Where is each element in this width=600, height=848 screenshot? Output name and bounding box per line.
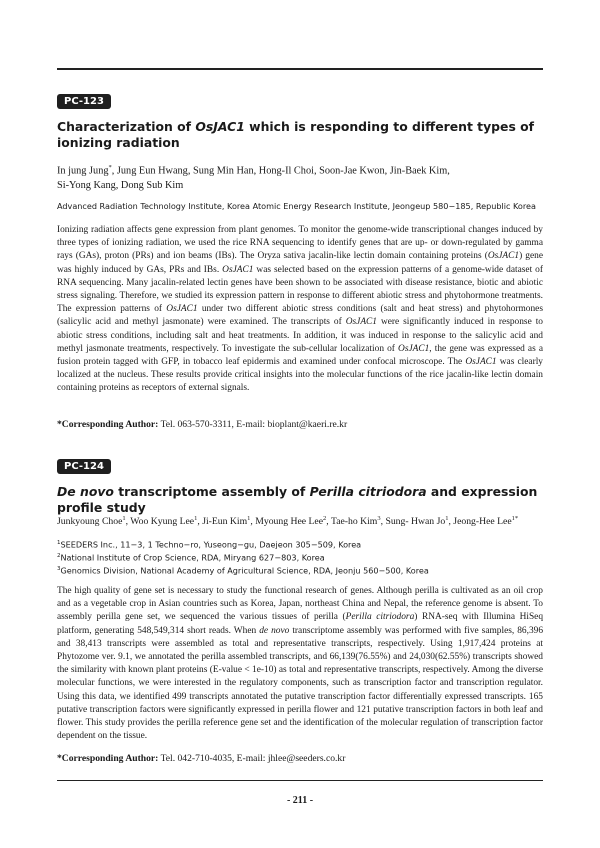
corresponding-author: *Corresponding Author: Tel. 063-570-3311, E-mail: bioplant@kaeri.re.kr (57, 419, 348, 430)
entry-authors: In jung Jung*, Jung Eun Hwang, Sung Min Han, Hong-Il Choi, Soon-Jae Kwon, Jin-Baek Kim, Si-Yong Kang, Dong Sub Kim (57, 164, 450, 192)
entry-affiliation: Advanced Radiation Technology Institute, Korea Atomic Energy Research Institute, Jeongeup 580−185, Republic Korea (57, 201, 536, 211)
top-rule (57, 68, 543, 70)
entry-affiliations (57, 538, 543, 578)
page-number: - 211 - (286, 795, 314, 806)
entry-title: Characterization of OsJAC1 which is responding to different types of ionizing radiation (57, 119, 535, 150)
corresponding-author: *Corresponding Author: Tel. 042-710-4035, E-mail: jhlee@seeders.co.kr (57, 753, 346, 764)
entry-badge: PC-124 (57, 459, 111, 474)
entry-badge: PC-123 (57, 94, 111, 109)
affiliation-line: $^3$Genomics Division, National Academy of Agricultural Science, RDA, Jeonju 560−500, Korea (57, 566, 429, 577)
bottom-rule (57, 780, 543, 781)
entry-abstract: Ionizing radiation affects gene expression from plant genomes. To monitor the genome-wide transcriptional changes induced by three types of ionizing radiation, we used the rice RNA sequencing to identify genes that are up- or down-regulated by gamma rays (GAs), proton (PRs) and ion beams (IBs). The Oryza sativa jacalin-like lectin domain containing proteins (OsJAC1) gene was highly induced by GAs, PRs and IBs. OsJAC1 was selected based on the expression patterns of a genome-wide dataset of RNA sequencing. Many jacalin-related lectin genes have been shown to be associated with disease resistance, biotic and abiotic stress signaling. Therefore, we studied its expression pattern in response to different abiotic stress and phytohormone treatments. The expression patterns of OsJAC1 under two different abiotic stress conditions (salt and heat stress) and phytohormones (salicylic acid and methyl jasmonate) were examined. The transcripts of OsJAC1 were significantly induced in response to abiotic stress conditions, including salt and heat treatments. In addition, it was induced in response to the salicylic acid and methyl jasmonate treatments, respectively. To investigate the sub-cellular localization of OsJAC1, the gene was expressed as a fusion protein tagged with GFP, in tobacco leaf epidermis and examined under confocal microscope. The OsJAC1 was clearly localized at the nucleus. These results provide critical insights into the molecular functions of the rice jacalin-like lectin domain containing proteins as receptors of external signals. (57, 225, 543, 394)
affiliation-line: $^2$National Institute of Crop Science, RDA, Miryang 627−803, Korea (57, 552, 325, 563)
affiliation-line: $^1$SEEDERS Inc., 11−3, 1 Techno−ro, Yuseong−gu, Daejeon 305−509, Korea (57, 539, 362, 550)
entry-title: De novo transcriptome assembly of Perilla citriodora and expression profile study (57, 484, 538, 515)
entry-abstract: The high quality of gene set is necessary to study the functional research of genes. Although perilla is cultivated as an oil crop and as a vegetable crop in Asian countries such as Korea, Japan, northeast China and Nepal, the reference genome is absent. To assembly perilla gene set, we sequenced the various tissues of perilla (Perilla citriodora) RNA-seq with Illumina HiSeq platform, generating 548,549,314 short reads. When de novo transcriptome assembly was performed with five samples, 86,396 and 38,413 transcripts were assembled as total and representative transcripts, respectively. Using 1,917,424 proteins at Phytozome ver. 9.1, we annotated the perilla assembled transcripts, and 66,139(76.55%) and 24,030(62.55%) transcripts showed the similarity with known plant proteins (E-value < 1e-10) as total and representative transcripts, respectively. Among the diverse molecular functions, we were interested in the regulatory components, such as transcription factor and transcription regulator. Using this data, we identified 499 transcripts annotated the putative transcription factor differentially expressed transcripts. 165 putative transcription factors were significantly expressed in perilla flower and 121 putative transcription factors in both leaf and flower. This study provides the perilla reference gene set and the identification of the molecular regulation of transcription factor dependent on the tissue. (57, 586, 544, 742)
entry-authors: Junkyoung Choe$^1$, Woo Kyung Lee$^1$, Ji-Eun Kim$^1$, Myoung Hee Lee$^2$, Tae-ho Kim$^3$, Sung- Hwan Jo$^1$, Jeong-Hee Lee$^{1*}$ (57, 515, 519, 528)
